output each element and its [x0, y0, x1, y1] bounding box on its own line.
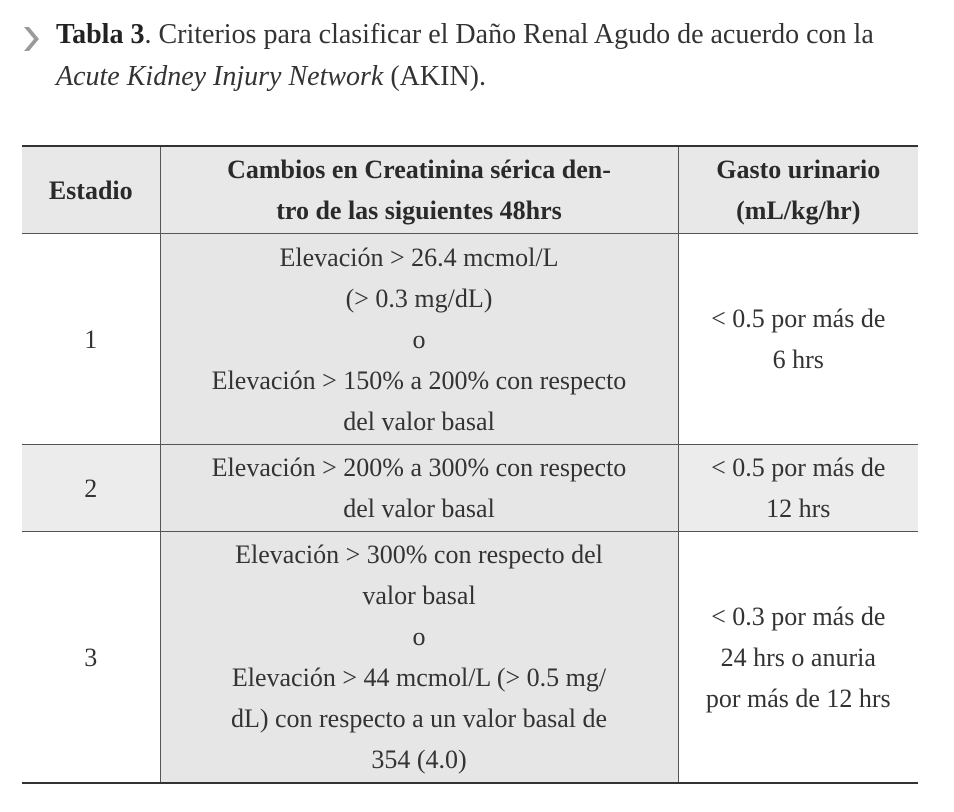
table-header-row [22, 146, 918, 234]
cell-line: 24 hrs o anuria [720, 642, 876, 672]
caption-label: Tabla 3 [56, 19, 145, 50]
stage-cell: 3 [22, 532, 160, 784]
table-row [22, 532, 918, 784]
cell-line: dL) con respecto a un valor basal de [230, 704, 608, 733]
header-urine-line: (mL/kg/hr) [736, 196, 861, 225]
creatinine-cell [160, 445, 678, 532]
cell-line: Elevación > 200% a 300% con respecto [211, 453, 627, 482]
cell-line: < 0.5 por más de [711, 304, 886, 333]
cell-line: Elevación > 150% a 200% con respecto [211, 365, 627, 395]
cell-line: o [412, 324, 426, 354]
urine-cell [678, 234, 918, 445]
header-urine-line: Gasto urinario [716, 155, 881, 184]
caption-text: . Criterios para clasificar el Daño Renal Agudo de acuerdo con la [144, 19, 874, 50]
cell-line: (> 0.3 mg/dL) [345, 283, 493, 313]
header-creatinine-line: Cambios en Creatinina sérica den- [227, 155, 611, 184]
cell-line: Elevación > 300% con respecto del [235, 540, 603, 569]
cell-line: Elevación > 26.4 mcmol/L [279, 242, 559, 272]
cell-line: o [412, 622, 426, 651]
caption-italic: Acute Kidney Injury Network [56, 61, 384, 92]
cell-line: valor basal [362, 581, 476, 610]
cell-line: < 0.3 por más de [711, 601, 886, 631]
cell-line: Elevación > 44 mcmol/L (> 0.5 mg/ [231, 663, 607, 692]
caption-text-end: (AKIN). [383, 61, 486, 92]
cell-line: 6 hrs [772, 345, 824, 374]
header-urine [678, 146, 918, 234]
chevron-bullet-icon [20, 24, 42, 54]
cell-line: < 0.5 por más de [711, 453, 886, 482]
cell-line: 354 (4.0) [371, 745, 467, 774]
creatinine-cell [160, 532, 678, 784]
urine-cell [678, 445, 918, 532]
header-creatinine-line: tro de las siguientes 48hrs [276, 196, 562, 225]
header-creatinine [160, 146, 678, 234]
table-row [22, 234, 918, 445]
stage-cell: 2 [22, 445, 160, 532]
cell-line: del valor basal [343, 494, 495, 523]
akin-criteria-table [22, 145, 918, 784]
cell-line: por más de 12 hrs [705, 683, 891, 713]
creatinine-cell [160, 234, 678, 445]
table-caption [56, 14, 936, 98]
header-stage: Estadio [22, 146, 160, 234]
cell-line: del valor basal [343, 406, 495, 436]
cell-line: 12 hrs [766, 494, 831, 523]
table-row [22, 445, 918, 532]
stage-cell: 1 [22, 234, 160, 445]
urine-cell [678, 532, 918, 784]
